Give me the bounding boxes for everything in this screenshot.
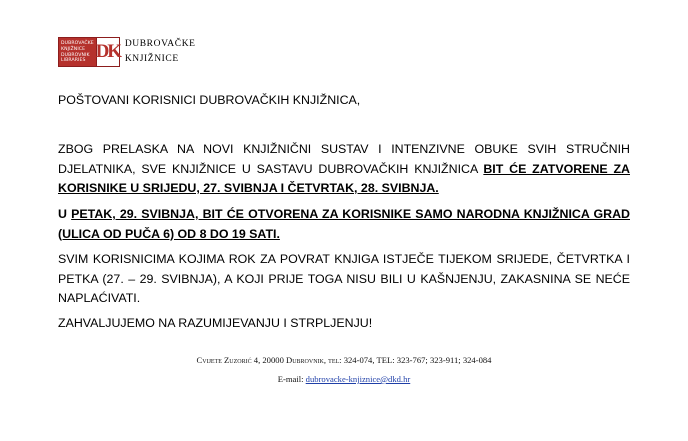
library-logo <box>58 37 120 67</box>
opening-paragraph-text <box>58 205 630 244</box>
logo-text-block <box>59 38 96 66</box>
organization-name-line-1: DUBROVAČKE <box>124 39 196 49</box>
footer-email <box>58 374 630 384</box>
logo-line-2: KNJIŽNICE <box>61 46 86 52</box>
footer-email-link[interactable]: dubrovacke-knjiznice@dkd.hr <box>305 374 411 384</box>
greeting <box>58 91 630 111</box>
opening-details: PETAK, 29. SVIBNJA, BIT ĆE OTVORENA ZA KORISNIKE SAMO NARODNA KNJIŽNICA GRAD (ULICA OD PUČA 6) OD 8 DO 19 SATI. <box>58 207 630 241</box>
organization-name-line-2: KNJIŽNICE <box>124 54 179 64</box>
logo-line-3: DUBROVNIK <box>61 52 90 58</box>
greeting-text: POŠTOVANI KORISNICI DUBROVAČKIH KNJIŽNICA, <box>58 93 361 107</box>
thanks-paragraph <box>58 314 630 334</box>
late-fee-text: SVIM KORISNICIMA KOJIMA ROK ZA POVRAT KNJIGA ISTJEČE TIJEKOM SRIJEDE, ČETVRTKA I PETKA (27. – 29. SVIBNJA), A KOJI PRIJE TOGA NISU BILI U KAŠNJENJU, ZAKASNINA SE NEĆE NAPLAĆIVATI. <box>58 252 630 305</box>
closure-paragraph <box>58 140 630 199</box>
closure-intro: ZBOG PRELASKA NA NOVI KNJIŽNIČNI SUSTAV I INTENZIVNE OBUKE SVIH STRUČNIH DJELATNIKA, SVE KNJIŽNICE U SASTAVU DUBROVAČKIH KNJIŽNICA <box>58 142 630 176</box>
footer-email-label: E-mail: <box>277 374 306 384</box>
footer-address <box>58 355 630 365</box>
thanks-text: ZAHVALJUJEMO NA RAZUMIJEVANJU I STRPLJENJU! <box>58 316 373 330</box>
closure-dates: BIT ĆE ZATVORENE ZA KORISNIKE U SRIJEDU, 27. SVIBNJA I ČETVRTAK, 28. SVIBNJA. <box>58 161 630 195</box>
logo-line-4: LIBRARIES <box>61 58 86 64</box>
footer-address-text: Cvijete Zuzorić 4, 20000 Dubrovnik, tel: 324-074, TEL: 323-767; 323-911; 324-084 <box>196 355 492 365</box>
opening-prefix: U <box>58 207 72 221</box>
letterhead <box>58 37 196 67</box>
logo-line-1: DUBROVAČKE <box>61 41 94 47</box>
closure-paragraph-text <box>58 140 630 199</box>
organization-name <box>125 37 196 67</box>
late-fee-paragraph <box>58 250 630 309</box>
opening-paragraph <box>58 205 630 244</box>
logo-mark: DK <box>96 38 119 66</box>
